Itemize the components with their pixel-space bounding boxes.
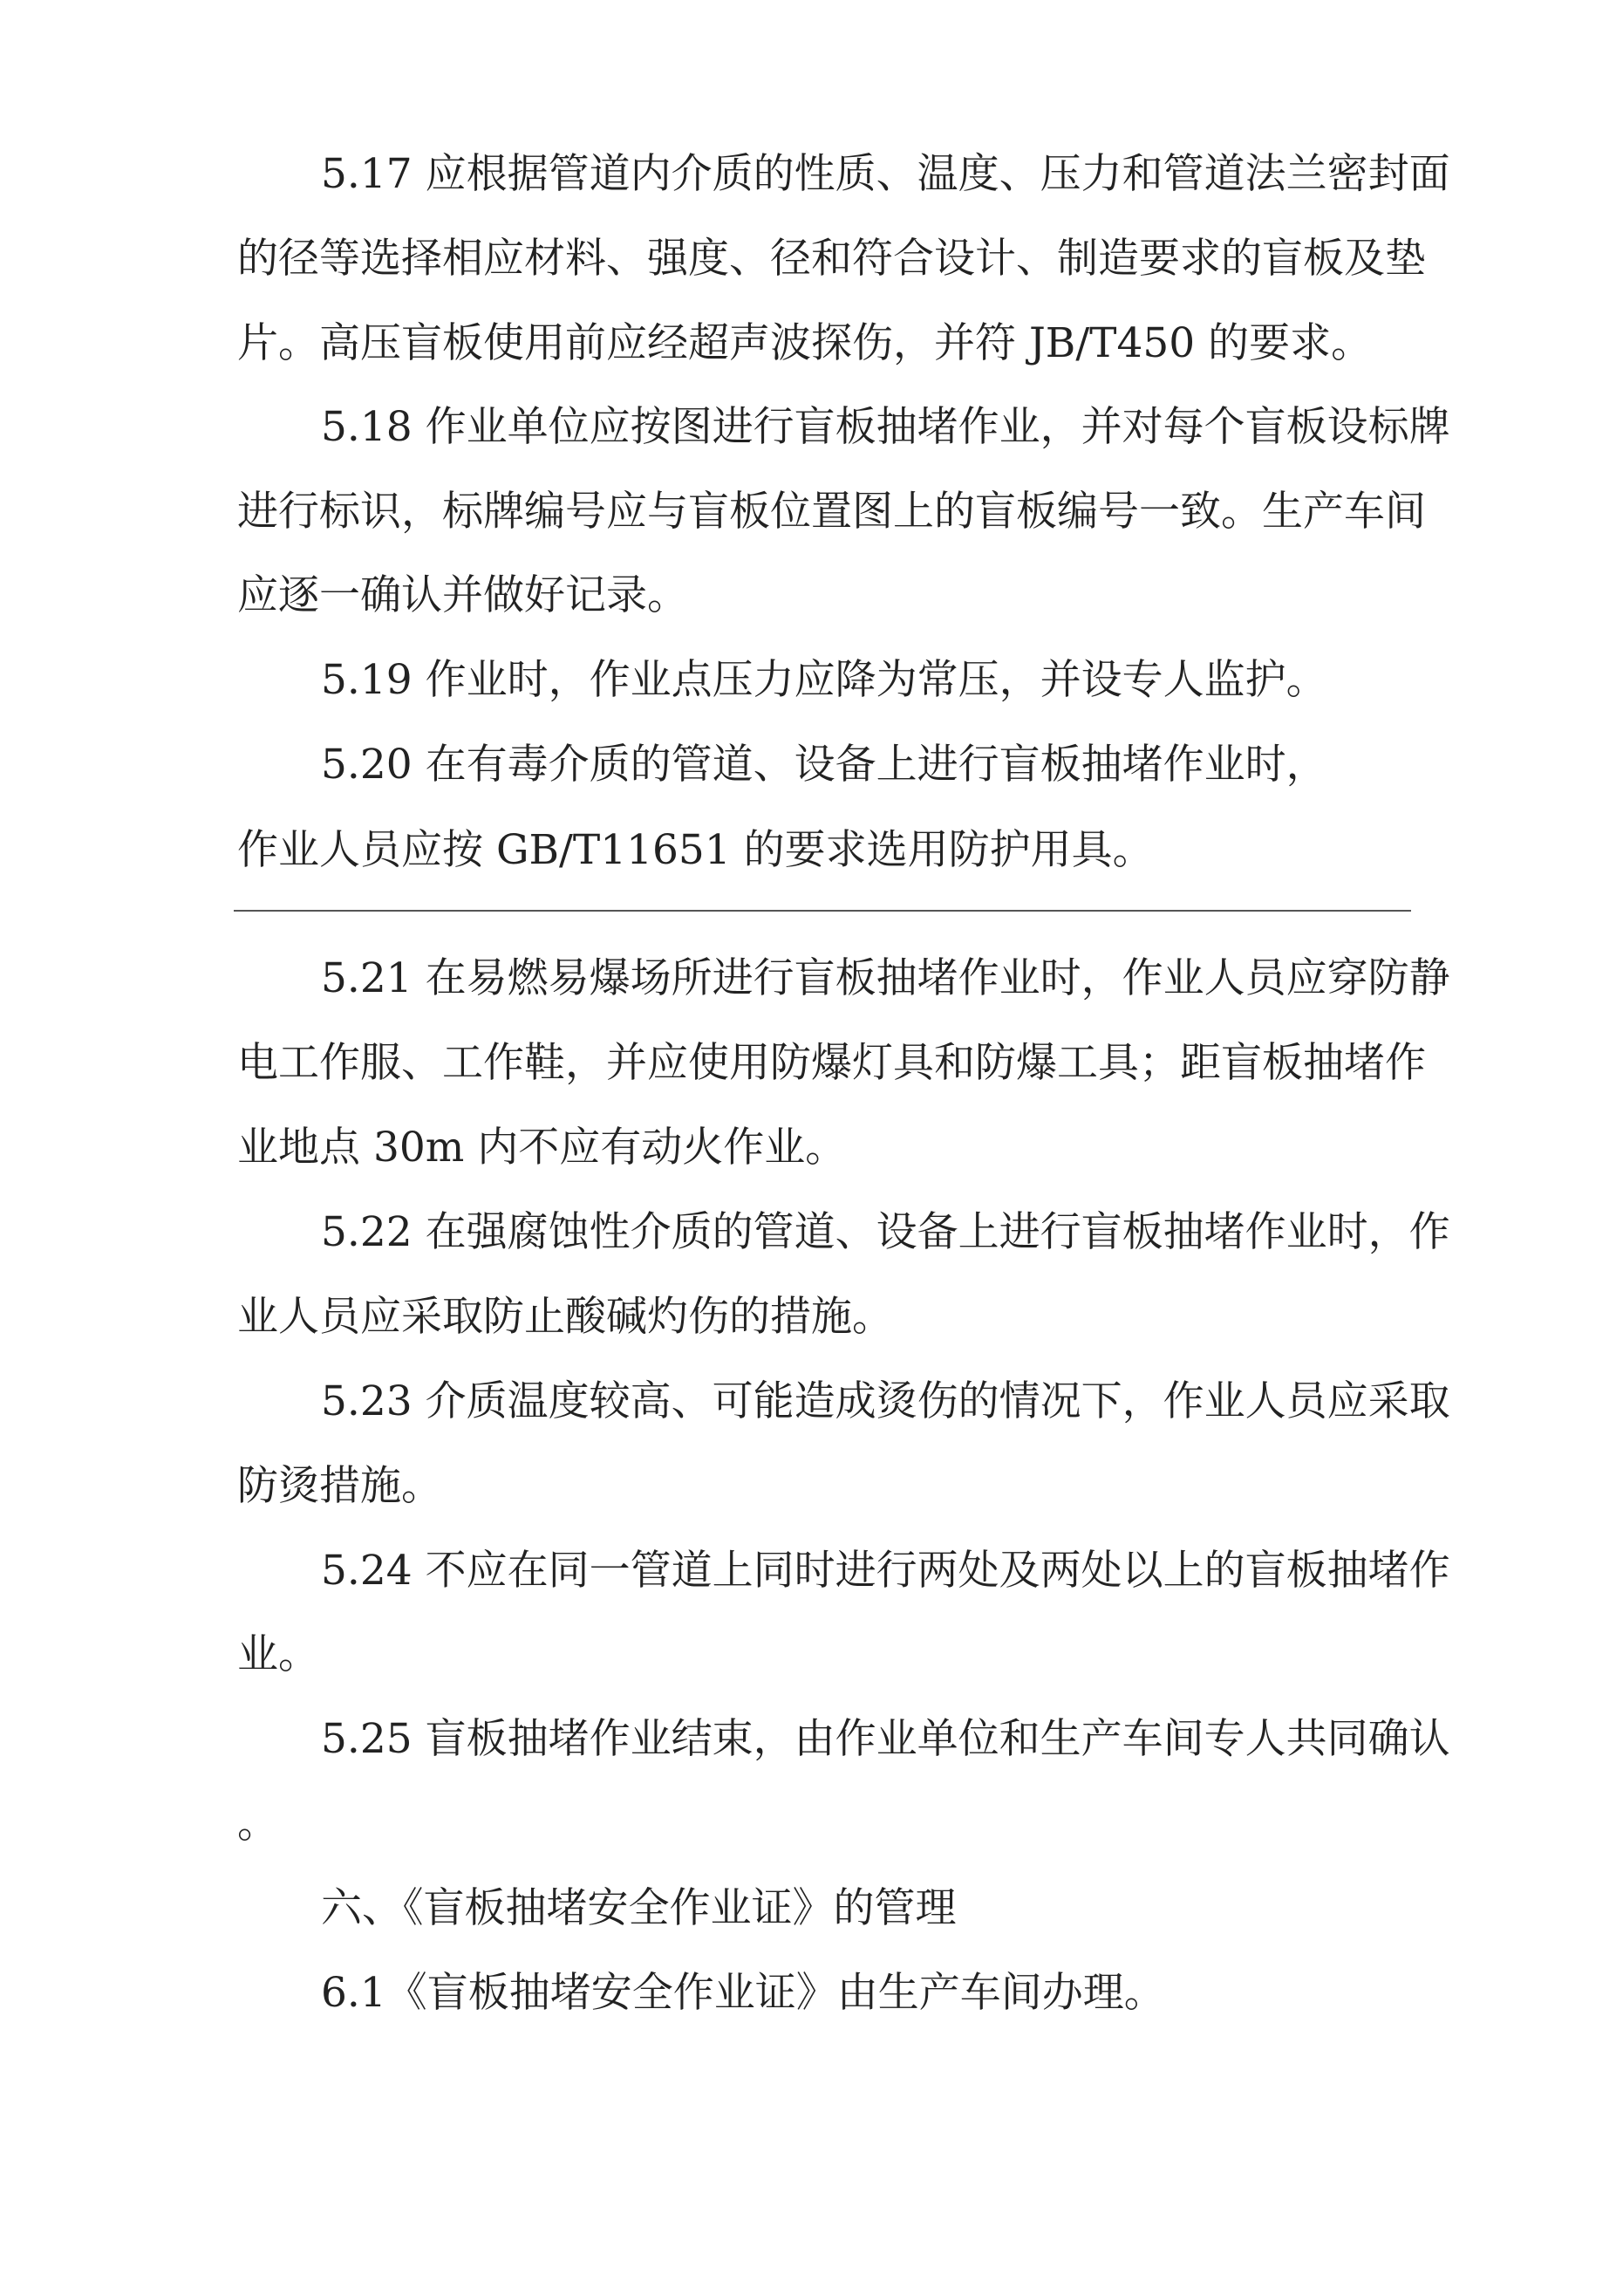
paragraph-5-24-line-1: 5.24 不应在同一管道上同时进行两处及两处以上的盲板抽堵作 [321, 1547, 1450, 1595]
paragraph-5-23-line-2: 防烫措施。 [237, 1462, 442, 1510]
paragraph-5-20-line-1: 5.20 在有毒介质的管道、设备上进行盲板抽堵作业时， [321, 741, 1327, 789]
paragraph-5-22-line-2: 业人员应采取防止酸碱灼伤的措施。 [237, 1293, 893, 1341]
paragraph-5-17-line-1: 5.17 应根据管道内介质的性质、温度、压力和管道法兰密封面 [321, 150, 1450, 198]
paragraph-5-23-line-1: 5.23 介质温度较高、可能造成烫伤的情况下，作业人员应采取 [321, 1377, 1450, 1425]
paragraph-6-1-line-1: 6.1《盲板抽堵安全作业证》由生产车间办理。 [321, 1969, 1165, 2017]
paragraph-5-21-line-3: 业地点 30m 内不应有动火作业。 [237, 1124, 847, 1172]
paragraph-5-24-line-2: 业。 [237, 1630, 319, 1678]
paragraph-5-22-line-1: 5.22 在强腐蚀性介质的管道、设备上进行盲板抽堵作业时，作 [321, 1208, 1450, 1256]
paragraph-5-20-line-2: 作业人员应按 GB/T11651 的要求选用防护用具。 [237, 826, 1154, 874]
paragraph-5-18-line-3: 应逐一确认并做好记录。 [237, 571, 688, 619]
paragraph-5-25-line-2: 。 [237, 1800, 278, 1848]
paragraph-5-18-line-1: 5.18 作业单位应按图进行盲板抽堵作业，并对每个盲板设标牌 [321, 403, 1450, 451]
horizontal-divider [234, 910, 1411, 912]
paragraph-5-18-line-2: 进行标识，标牌编号应与盲板位置图上的盲板编号一致。生产车间 [237, 488, 1426, 536]
paragraph-5-17-line-2: 的径等选择相应材料、强度、径和符合设计、制造要求的盲板及垫 [237, 235, 1426, 283]
paragraph-5-21-line-2: 电工作服、工作鞋，并应使用防爆灯具和防爆工具；距盲板抽堵作 [237, 1039, 1426, 1087]
paragraph-5-17-line-3: 片。高压盲板使用前应经超声波探伤，并符 JB/T450 的要求。 [237, 319, 1373, 367]
paragraph-5-25-line-1: 5.25 盲板抽堵作业结束，由作业单位和生产车间专人共同确认 [321, 1715, 1450, 1763]
paragraph-5-21-line-1: 5.21 在易燃易爆场所进行盲板抽堵作业时，作业人员应穿防静 [321, 954, 1450, 1002]
paragraph-5-19-line-1: 5.19 作业时，作业点压力应降为常压，并设专人监护。 [321, 656, 1327, 704]
section-heading-6: 六、《盲板抽堵安全作业证》的管理 [321, 1884, 957, 1932]
